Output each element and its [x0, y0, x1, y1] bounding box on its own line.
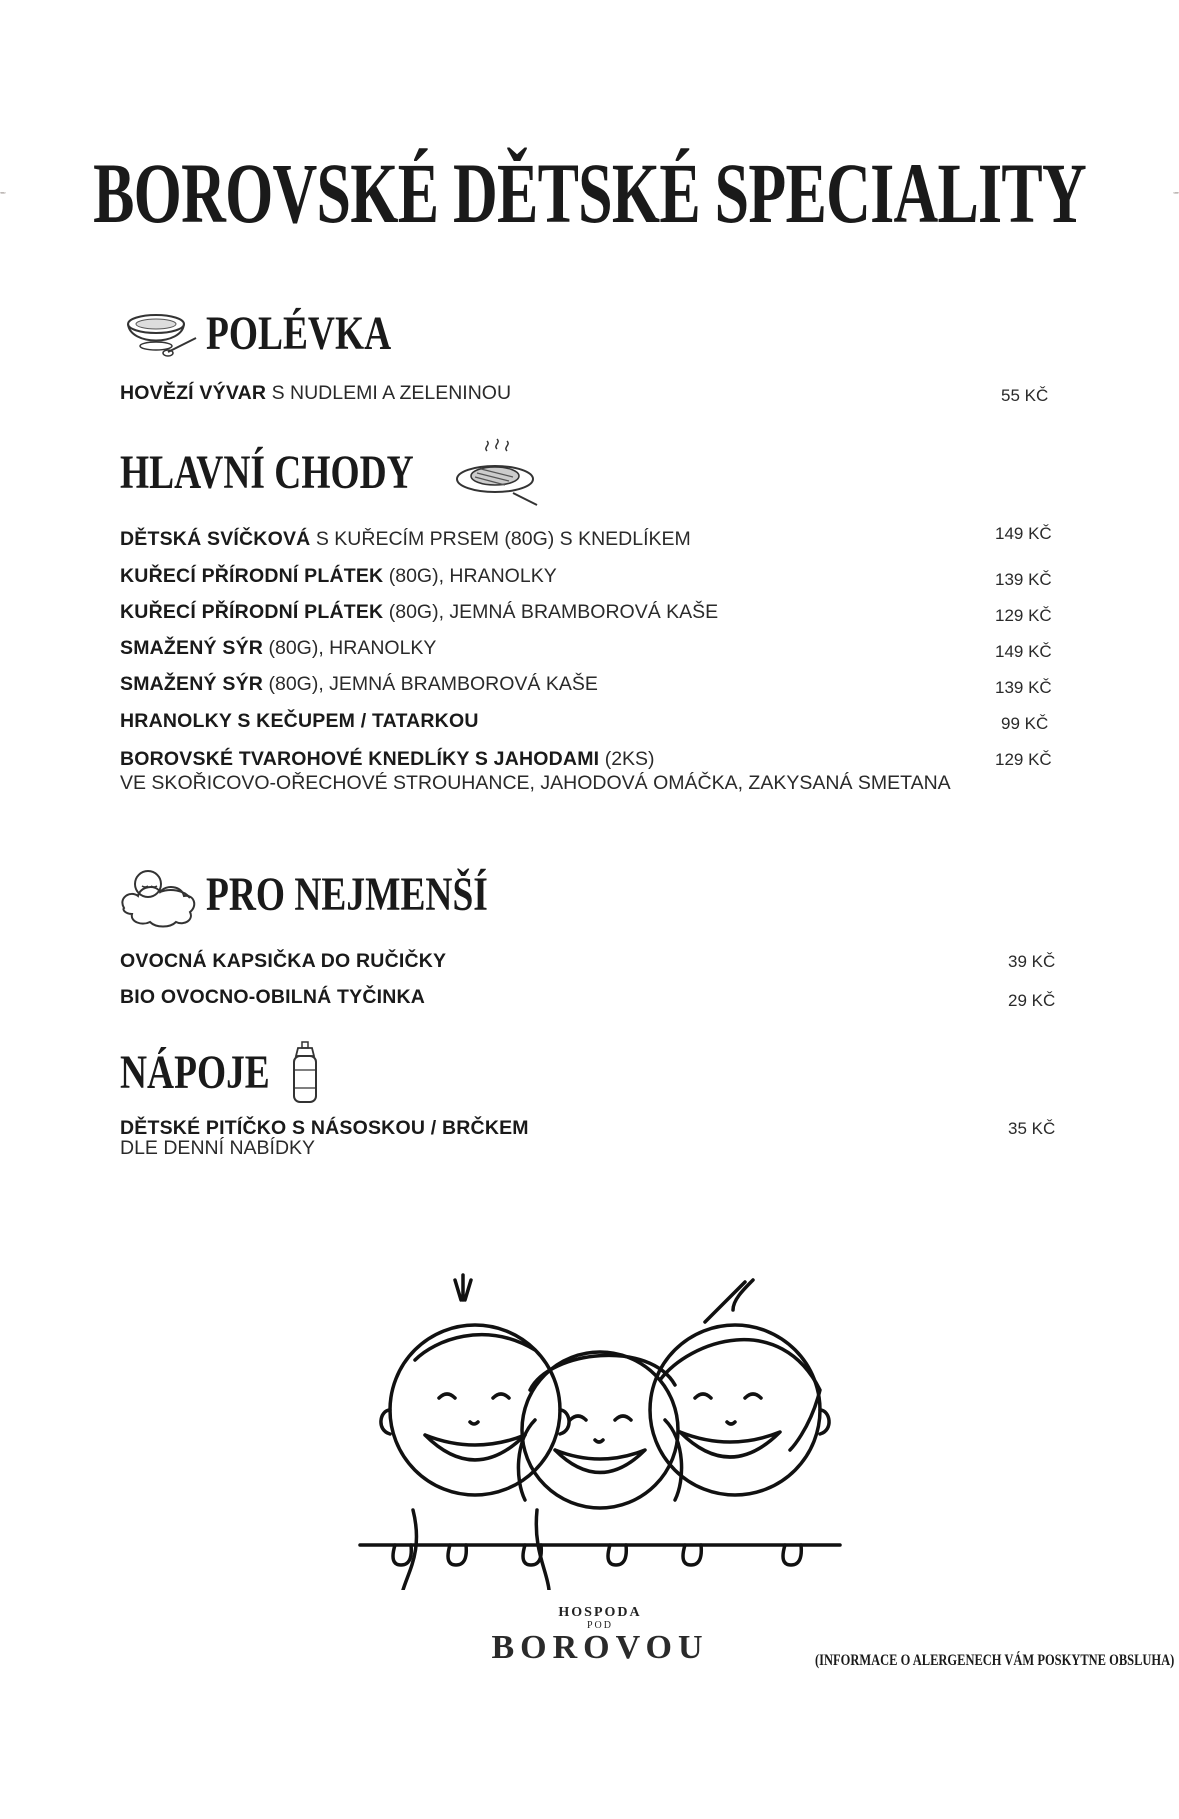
section-little-header — [118, 862, 567, 928]
section-title-main: HLAVNÍ CHODY — [120, 446, 414, 499]
item-name: SMAŽENÝ SÝR — [120, 673, 264, 695]
item-price: 149 KČ — [995, 524, 1052, 543]
soup-bowl-icon — [118, 302, 200, 366]
item-name: DĚTSKÁ SVÍČKOVÁ — [120, 528, 311, 550]
item-desc: (80G), HRANOLKY — [263, 637, 437, 659]
item-desc: (2KS) — [599, 748, 655, 770]
section-drinks-header — [120, 1040, 322, 1106]
item-name: KUŘECÍ PŘÍRODNÍ PLÁTEK — [120, 601, 384, 623]
menu-item-main-4 — [120, 636, 1055, 660]
item-price: 55 KČ — [1001, 386, 1049, 405]
section-title-soup: POLÉVKA — [206, 307, 392, 360]
title-block — [0, 145, 1179, 241]
baby-bottle-icon — [288, 1040, 322, 1106]
restaurant-logo — [490, 1605, 710, 1665]
item-price: 129 KČ — [995, 606, 1052, 625]
item-price: 39 KČ — [1008, 952, 1056, 971]
menu-item-little-1 — [120, 949, 1055, 973]
menu-item-little-2 — [120, 985, 1055, 1009]
item-desc: (80G), JEMNÁ BRAMBOROVÁ KAŠE — [383, 601, 719, 623]
item-name: HOVĚZÍ VÝVAR — [120, 382, 267, 404]
item-name: HRANOLKY S KEČUPEM / TATARKOU — [120, 710, 479, 732]
section-soup-header — [118, 302, 443, 366]
item-price: 35 KČ — [1008, 1119, 1056, 1138]
item-desc-line2: DLE DENNÍ NABÍDKY — [120, 1137, 316, 1159]
item-price: 99 KČ — [1001, 714, 1049, 733]
section-main-header — [120, 435, 539, 511]
allergen-note: (INFORMACE O ALERGENECH VÁM POSKYTNE OBSLUHA) — [815, 1652, 1175, 1669]
menu-item-main-2 — [120, 564, 1055, 588]
swash-right-icon — [1173, 182, 1179, 204]
menu-item-soup-1 — [120, 381, 1055, 405]
item-name: BOROVSKÉ TVAROHOVÉ KNEDLÍKY S JAHODAMI — [120, 748, 600, 770]
menu-item-main-6 — [120, 709, 1055, 733]
item-desc: S KUŘECÍM PRSEM (80G) S KNEDLÍKEM — [310, 528, 691, 550]
section-title-little: PRO NEJMENŠÍ — [206, 868, 488, 921]
logo-bottom-text: BOROVOU — [491, 1629, 709, 1666]
three-kids-illustration — [355, 1270, 845, 1590]
menu-item-main-5 — [120, 672, 1055, 696]
item-price: 29 KČ — [1008, 991, 1056, 1010]
item-desc-line2: VE SKOŘICOVO-OŘECHOVÉ STROUHANCE, JAHODOVÁ OMÁČKA, ZAKYSANÁ SMETANA — [120, 772, 951, 794]
logo-top-text: HOSPODA — [558, 1605, 642, 1620]
sleeping-baby-icon — [118, 862, 200, 928]
item-name: KUŘECÍ PŘÍRODNÍ PLÁTEK — [120, 565, 384, 587]
item-desc: S NUDLEMI A ZELENINOU — [266, 382, 512, 404]
grilled-dish-icon — [453, 435, 539, 511]
swash-left-icon — [0, 182, 6, 204]
menu-item-main-1 — [120, 527, 1055, 551]
menu-item-main-3 — [120, 600, 1055, 624]
item-desc: (80G), HRANOLKY — [383, 565, 557, 587]
item-name: BIO OVOCNO-OBILNÁ TYČINKA — [120, 986, 426, 1008]
menu-item-drinks-1 — [120, 1116, 1055, 1160]
item-name: SMAŽENÝ SÝR — [120, 637, 264, 659]
item-name: DĚTSKÉ PITÍČKO S NÁSOSKOU / BRČKEM — [120, 1117, 529, 1139]
item-price: 129 KČ — [995, 750, 1052, 769]
item-name: OVOCNÁ KAPSIČKA DO RUČIČKY — [120, 950, 447, 972]
logo-middle-text: POD — [586, 1620, 613, 1631]
item-price: 139 KČ — [995, 570, 1052, 589]
menu-item-main-7 — [120, 747, 1055, 795]
item-desc: (80G), JEMNÁ BRAMBOROVÁ KAŠE — [263, 673, 598, 695]
section-title-drinks: NÁPOJE — [120, 1046, 270, 1099]
item-price: 139 KČ — [995, 678, 1052, 697]
page-title: BOROVSKÉ DĚTSKÉ SPECIALITY — [93, 145, 1086, 241]
item-price: 149 KČ — [995, 642, 1052, 661]
